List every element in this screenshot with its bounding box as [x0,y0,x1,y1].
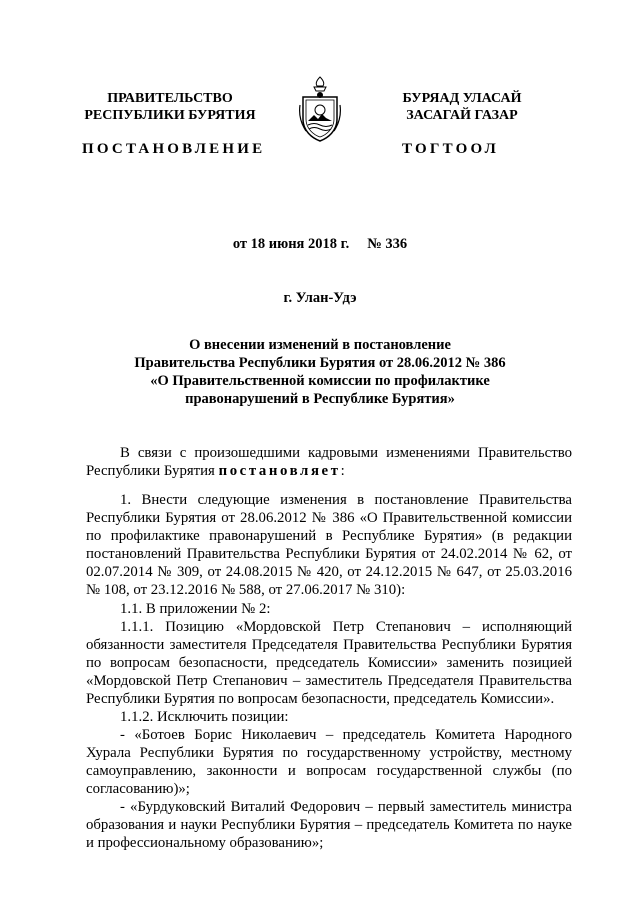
header-left-line2: РЕСПУБЛИКИ БУРЯТИЯ [84,108,256,123]
paragraph-1-1-2: 1.1.2. Исключить позиции: [120,709,289,725]
header-right-line1: БУРЯАД УЛАСАЙ [402,91,522,106]
title-line: правонарушений в Республике Бурятия» [185,391,455,407]
coat-of-arms-icon [296,75,344,143]
title-line: О внесении изменений в постановление [189,337,451,353]
header-right [362,90,562,124]
preamble [86,444,572,480]
document-type-russian: ПОСТАНОВЛЕНИЕ [82,141,266,157]
list-item: - «Ботоев Борис Николаевич – председатель Комитета Народного Хурала Республики Бурятия по государственному устройству, местному самоуправлению, законности и вопросам государственной службы (по согласованию)»; [86,727,572,797]
title-line: Правительства Республики Бурятия от 28.06.2012 № 386 [134,355,506,371]
document-number: № 336 [367,236,408,252]
preamble-text: В связи с произошедшими кадровыми изменениями Правительство Республики Бурятия [86,445,572,479]
paragraph-1-1: 1.1. В приложении № 2: [120,601,271,617]
paragraph-1-1-1: 1.1.1. Позицию «Мордовской Петр Степанович – исполняющий обязанности заместителя Председателя Правительства Республики Бурятия по вопросам безопасности, председатель Комиссии» заменить позицией «Мордовской Петр Степанович – заместитель Председателя Правительства Республики Бурятия по вопросам безопасности, председатель Комиссии». [86,619,572,707]
date-line [0,236,640,253]
document-title [0,336,640,408]
decree-word: постановляет [218,463,341,479]
city: г. Улан-Удэ [283,290,357,306]
header-right-line2: ЗАСАГАЙ ГАЗАР [406,108,518,123]
document-type-buryat: ТОГТООЛ [402,141,499,157]
list-item: - «Бурдуковский Виталий Федорович – первый заместитель министра образования и науки Республики Бурятия – председатель Комитета по науке и профессиональному образованию»; [86,799,572,851]
header-left [70,90,270,124]
header-left-line1: ПРАВИТЕЛЬСТВО [107,91,233,106]
document-body [86,491,572,852]
preamble-colon: : [340,463,345,479]
title-line: «О Правительственной комиссии по профилактике [150,373,490,389]
document-date: от 18 июня 2018 г. [232,236,350,252]
paragraph-1: 1. Внести следующие изменения в постановление Правительства Республики Бурятия от 28.06.2012 № 386 «О Правительственной комиссии по профилактике правонарушений в Республике Бурятия» (в редакции постановлений Правительства Республики Бурятия от 24.02.2014 № 62, от 02.07.2014 № 309, от 24.08.2015 № 420, от 24.12.2015 № 647, от 25.03.2016 № 108, от 23.12.2016 № 588, от 27.06.2017 № 310): [86,492,572,598]
